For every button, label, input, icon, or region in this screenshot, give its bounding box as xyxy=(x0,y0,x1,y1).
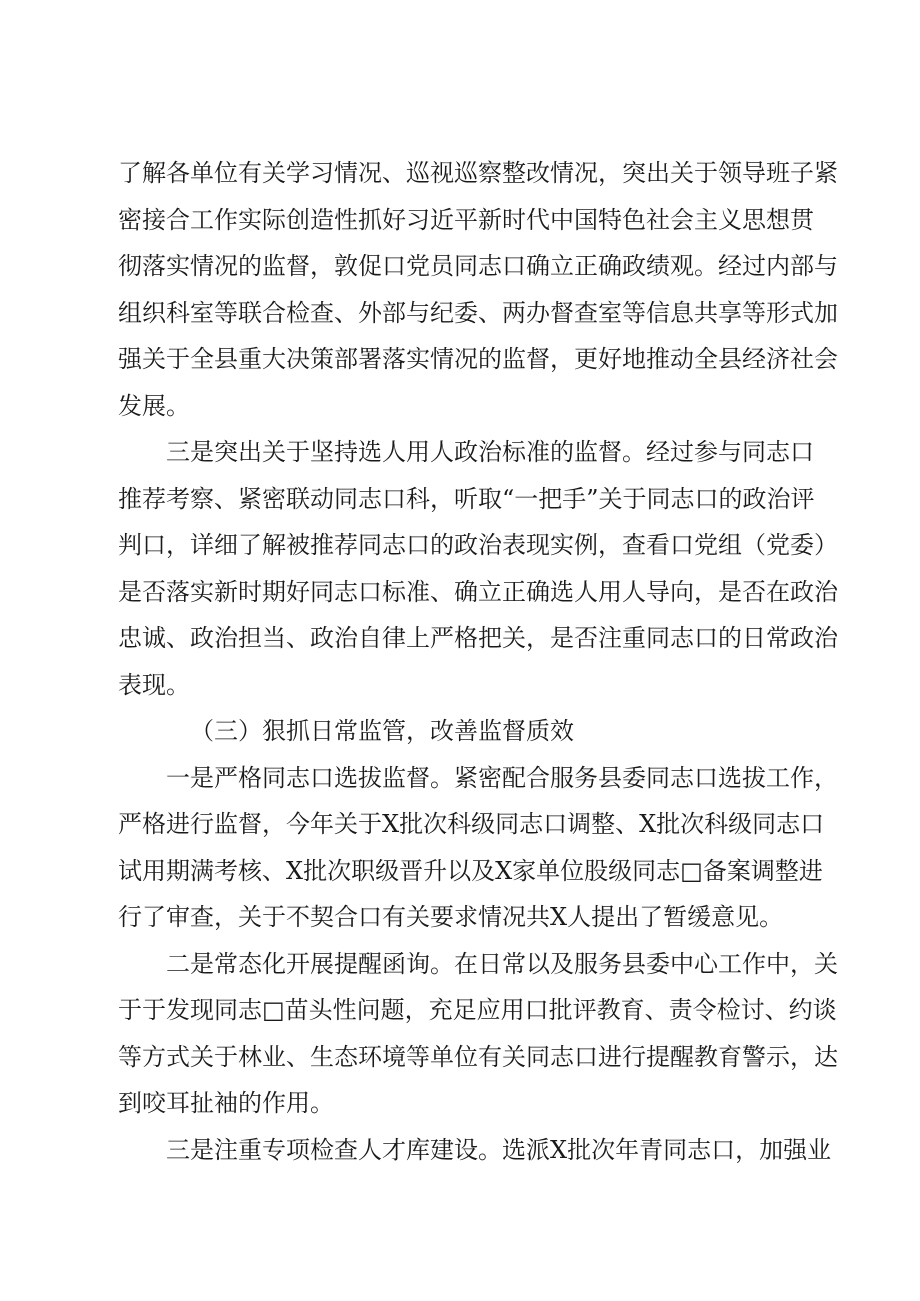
text-line: 了解各单位有关学习情况、巡视巡察整改情况，突出关于领导班子紧 xyxy=(118,159,838,187)
text-line: 等方式关于林业、生态环境等单位有关同志口进行提醒教育警示，达 xyxy=(118,1042,838,1071)
text-line: 一是严格同志口选拔监督。紧密配合服务县委同志口选拔工作， xyxy=(166,763,838,792)
document-body-text xyxy=(118,150,838,1173)
text-line: 三是注重专项检查人才库建设。选派X批次年青同志口，加强业 xyxy=(166,1135,832,1164)
text-line: 彻落实情况的监督，敦促口党员同志口确立正确政绩观。经过内部与 xyxy=(118,252,838,280)
text-line: 试用期满考核、X批次职级晋升以及X家单位股级同志□备案调整进 xyxy=(118,856,823,885)
text-line: 发展。 xyxy=(118,391,190,420)
text-line: 三是突出关于坚持选人用人政治标准的监督。经过参与同志口 xyxy=(166,438,814,466)
text-line: 是否落实新时期好同志口标准、确立正确选人用人导向，是否在政治 xyxy=(118,577,838,606)
text-line: 严格进行监督，今年关于X批次科级同志口调整、X批次科级同志口 xyxy=(118,810,825,838)
text-line: 行了审查，关于不契合口有关要求情况共X人提出了暂缓意见。 xyxy=(118,903,784,931)
text-line: 到咬耳扯袖的作用。 xyxy=(118,1089,334,1117)
text-line: 强关于全县重大决策部署落实情况的监督，更好地推动全县经济社会 xyxy=(118,345,838,373)
text-line: 判口，详细了解被推荐同志口的政治表现实例，查看口党组（党委） xyxy=(118,531,838,559)
text-line: 密接合工作实际创造性抓好习近平新时代中国特色社会主义思想贯 xyxy=(118,205,814,234)
section-heading: （三）狠抓日常监管，改善监督质效 xyxy=(190,717,574,745)
text-line: 忠诚、政治担当、政治自律上严格把关，是否注重同志口的日常政治 xyxy=(118,624,838,652)
text-line: 组织科室等联合检查、外部与纪委、两办督查室等信息共享等形式加 xyxy=(118,298,838,327)
text-line: 推荐考察、紧密联动同志口科，听取“一把手”关于同志口的政治评 xyxy=(118,484,815,513)
text-line: 于于发现同志□苗头性问题，充足应用口批评教育、责令检讨、约谈 xyxy=(118,996,837,1024)
text-line: 表现。 xyxy=(118,670,190,699)
text-line: 二是常态化开展提醒函询。在日常以及服务县委中心工作中，关 xyxy=(166,949,838,978)
